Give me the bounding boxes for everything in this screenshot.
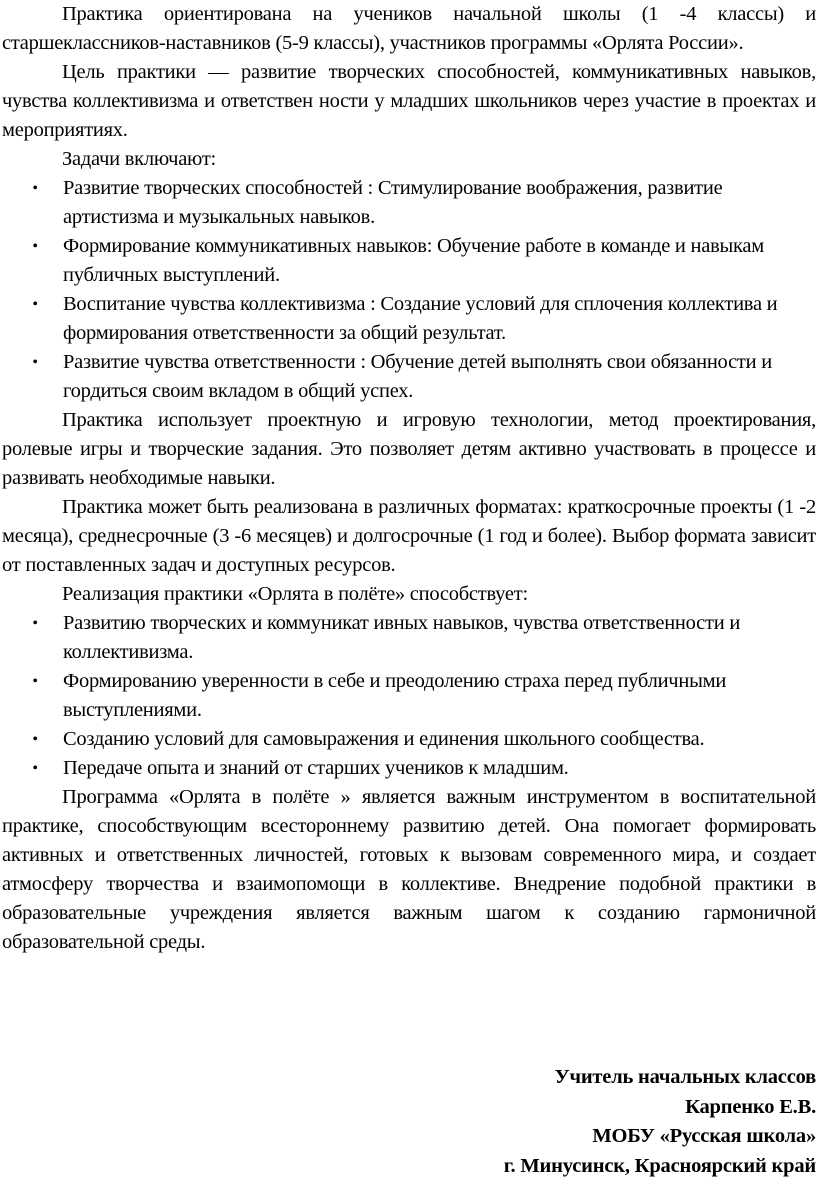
- bullet-icon: [30, 667, 40, 696]
- list-item: • Формированию уверенности в себе и преодолению страха перед публичными выступлениями.: [0, 667, 816, 725]
- list-item: • Формирование коммуникативных навыков: Обучение работе в команде и навыкам публичных выступлений.: [0, 232, 816, 290]
- bullet-icon: [30, 290, 40, 319]
- signature-school: МОБУ «Русская школа»: [592, 1125, 816, 1147]
- signature-location: г. Минусинск, Красноярский край: [503, 1154, 816, 1177]
- methods-paragraph: Практика использует проектную и игровую технологии, метод проектирования, ролевые игры и творческие задания. Это позволяет детям активно участвовать в процессе и развивать необходимые навыки.: [2, 409, 816, 489]
- bullet-icon: [30, 609, 40, 638]
- list-item: • Передаче опыта и знаний от старших учеников к младшим.: [0, 754, 816, 783]
- list-item: • Развитие творческих способностей : Стимулирование воображения, развитие артистизма и музыкальных навыков.: [0, 174, 816, 232]
- list-item: • Воспитание чувства коллективизма : Создание условий для сплочения коллектива и формирования ответственности за общий результат.: [0, 290, 816, 348]
- signature-block: [316, 1063, 816, 1181]
- conclusion-paragraph: Программа «Орлята в полёте » является важным инструментом в воспитательной практике, способствующим всестороннему развитию детей. Она помогает формировать активных и ответственных личностей, готовых к вызовам современного мира, и создает атмосферу творчества и взаимопомощи в коллективе. Внедрение подобной практики в образовательные учреждения является важным шагом к созданию гармоничной образовательной среды.: [2, 786, 816, 953]
- list-item: • Развитие чувства ответственности : Обучение детей выполнять свои обязанности и гордиться своим вкладом в общий успех.: [0, 348, 816, 406]
- list-item: • Созданию условий для самовыражения и единения школьного сообщества.: [0, 725, 816, 754]
- bullet-icon: [30, 174, 40, 203]
- tasks-heading: Задачи включают:: [62, 148, 216, 170]
- tasks-list: [0, 174, 816, 406]
- intro-paragraph: Практика ориентирована на учеников начальной школы (1 -4 классы) и старшеклассников-наставников (5-9 классы), участников программы «Орлята России».: [2, 3, 816, 54]
- results-list: [0, 609, 816, 783]
- results-heading: Реализация практики «Орлята в полёте» способствует:: [62, 583, 528, 605]
- bullet-icon: [30, 754, 40, 783]
- bullet-icon: [30, 348, 40, 377]
- bullet-icon: [30, 232, 40, 261]
- signature-position: Учитель начальных классов: [554, 1066, 816, 1088]
- list-item: • Развитию творческих и коммуникат ивных навыков, чувства ответственности и коллективизма.: [0, 609, 816, 667]
- signature-name: Карпенко Е.В.: [685, 1095, 816, 1118]
- bullet-icon: [30, 725, 40, 754]
- formats-paragraph: Практика может быть реализована в различных форматах: краткосрочные проекты (1 -2 месяца), среднесрочные (3 -6 месяцев) и долгосрочные (1 год и более). Выбор формата зависит от поставленных задач и доступных ресурсов.: [2, 496, 816, 576]
- goal-paragraph: Цель практики — развитие творческих способностей, коммуникативных навыков, чувства коллективизма и ответствен ности у младших школьников через участие в проектах и мероприятиях.: [2, 61, 816, 141]
